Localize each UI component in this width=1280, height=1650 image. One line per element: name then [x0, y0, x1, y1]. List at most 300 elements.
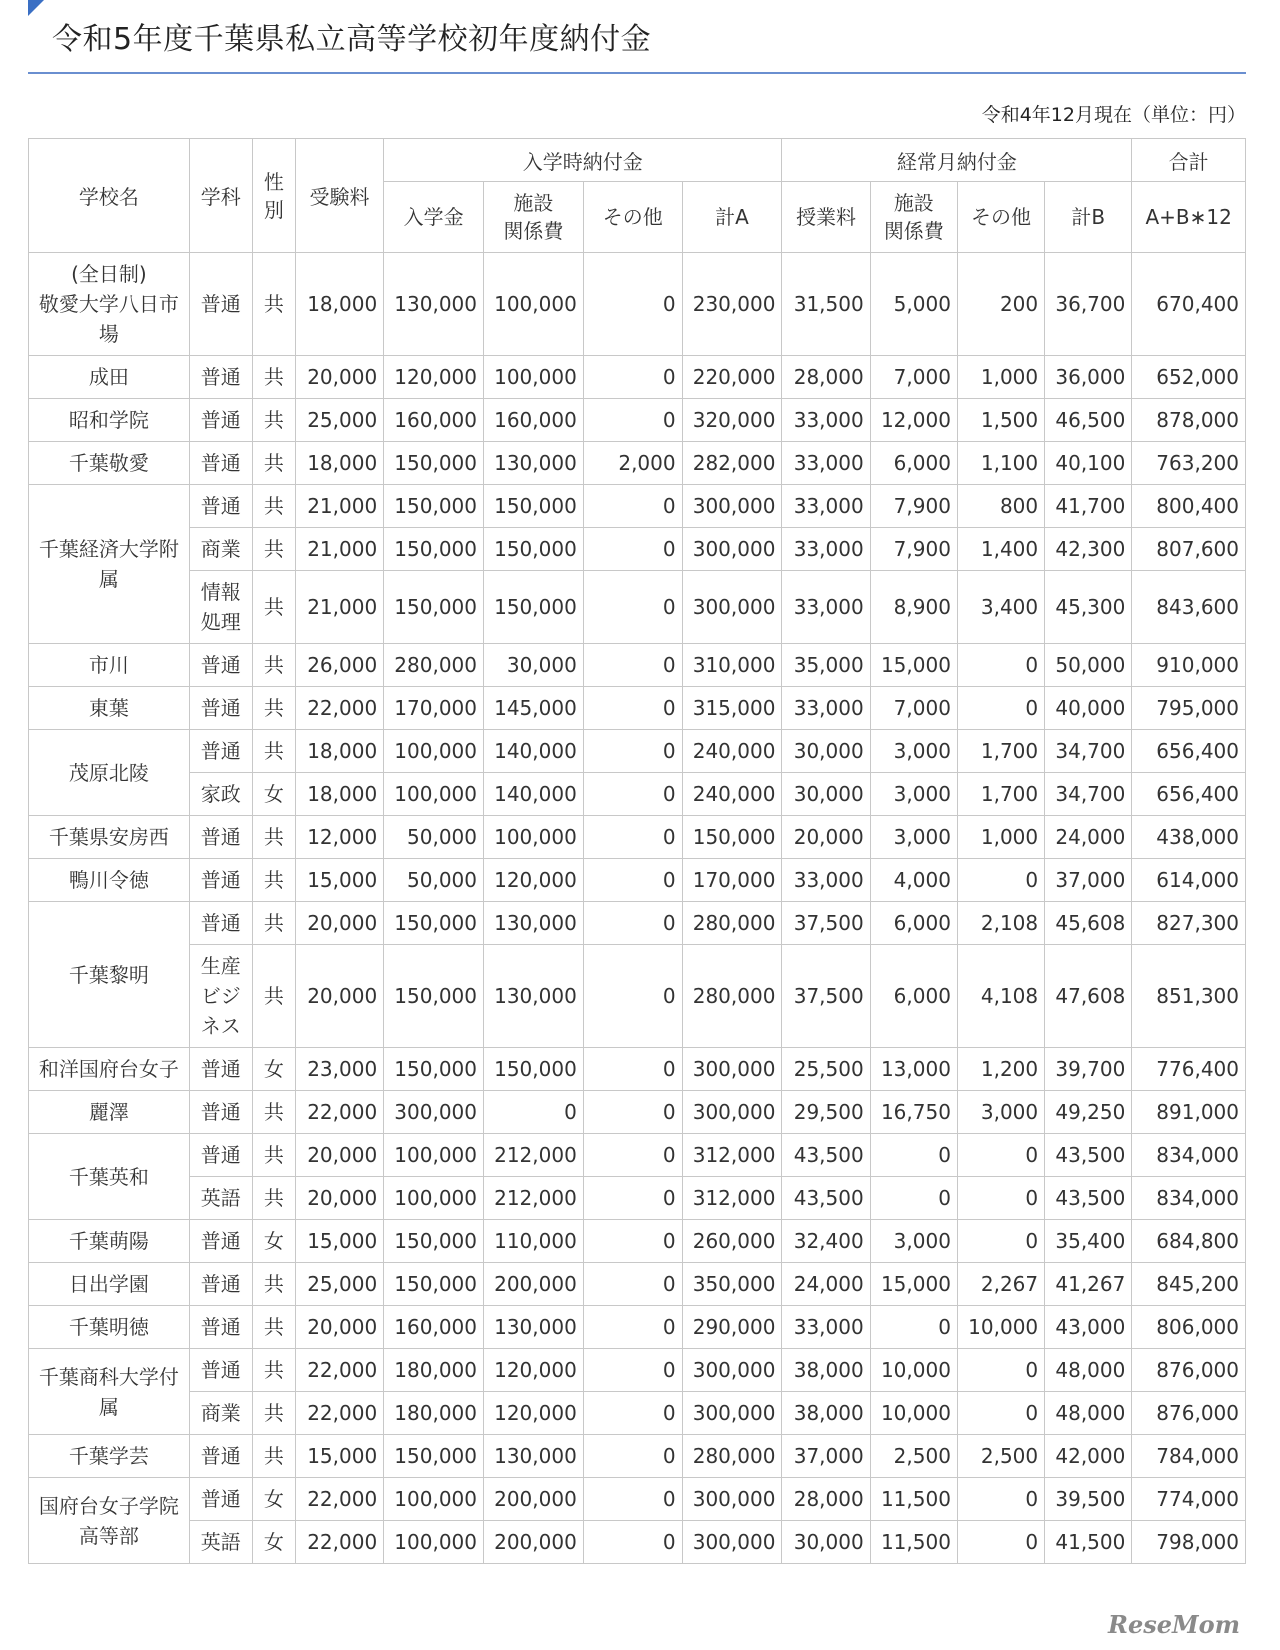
cell-grand: 851,300	[1132, 945, 1246, 1048]
cell-oth-a: 0	[583, 1263, 682, 1306]
cell-oth-b: 200	[957, 253, 1044, 356]
cell-tot-a: 230,000	[682, 253, 782, 356]
cell-exam: 21,000	[295, 528, 383, 571]
table-row	[29, 773, 1246, 816]
cell-grand: 774,000	[1132, 1478, 1246, 1521]
cell-fac-b: 10,000	[870, 1349, 957, 1392]
cell-exam: 22,000	[295, 1521, 383, 1564]
cell-fac-b: 6,000	[870, 902, 957, 945]
cell-course: 生産 ビジ ネス	[189, 945, 252, 1048]
cell-course: 情報 処理	[189, 571, 252, 644]
cell-fac-b: 15,000	[870, 644, 957, 687]
cell-gender: 女	[252, 1478, 295, 1521]
cell-gender: 共	[252, 356, 295, 399]
cell-fac-a: 150,000	[484, 571, 584, 644]
cell-fac-b: 10,000	[870, 1392, 957, 1435]
header-course	[189, 139, 252, 253]
as-of-note: 令和4年12月現在（単位：円）	[981, 104, 1246, 126]
cell-gender: 女	[252, 1521, 295, 1564]
cell-tuition: 33,000	[782, 442, 870, 485]
cell-fac-a: 200,000	[484, 1478, 584, 1521]
table-row	[29, 1263, 1246, 1306]
cell-fac-a: 212,000	[484, 1134, 584, 1177]
cell-exam: 18,000	[295, 773, 383, 816]
cell-tot-b: 35,400	[1045, 1220, 1132, 1263]
cell-grand: 652,000	[1132, 356, 1246, 399]
cell-tuition: 37,500	[782, 902, 870, 945]
fee-table	[28, 138, 1246, 1564]
title-divider	[28, 72, 1246, 74]
cell-oth-b: 3,400	[957, 571, 1044, 644]
cell-fac-a: 140,000	[484, 730, 584, 773]
cell-exam: 23,000	[295, 1048, 383, 1091]
cell-school: 国府台女子学院高等部	[29, 1478, 190, 1564]
cell-tot-a: 280,000	[682, 945, 782, 1048]
cell-fac-b: 16,750	[870, 1091, 957, 1134]
cell-fac-a: 30,000	[484, 644, 584, 687]
cell-grand: 684,800	[1132, 1220, 1246, 1263]
cell-tot-b: 39,500	[1045, 1478, 1132, 1521]
cell-tot-b: 41,700	[1045, 485, 1132, 528]
cell-course: 普通	[189, 1306, 252, 1349]
cell-oth-a: 0	[583, 399, 682, 442]
cell-fac-b: 8,900	[870, 571, 957, 644]
table-row	[29, 1134, 1246, 1177]
cell-grand: 834,000	[1132, 1177, 1246, 1220]
cell-school: 市川	[29, 644, 190, 687]
cell-fac-a: 130,000	[484, 902, 584, 945]
cell-course: 普通	[189, 399, 252, 442]
cell-tot-a: 350,000	[682, 1263, 782, 1306]
cell-oth-b: 1,500	[957, 399, 1044, 442]
cell-oth-b: 1,400	[957, 528, 1044, 571]
cell-tot-b: 41,267	[1045, 1263, 1132, 1306]
cell-tot-a: 260,000	[682, 1220, 782, 1263]
cell-school: (全日制) 敬愛大学八日市場	[29, 253, 190, 356]
cell-course: 英語	[189, 1521, 252, 1564]
cell-fac-a: 145,000	[484, 687, 584, 730]
cell-grand: 656,400	[1132, 730, 1246, 773]
cell-gender: 共	[252, 1306, 295, 1349]
cell-tot-a: 300,000	[682, 528, 782, 571]
table-row	[29, 945, 1246, 1048]
cell-course: 普通	[189, 1435, 252, 1478]
cell-gender: 共	[252, 1091, 295, 1134]
header-total-b: 計B	[1045, 182, 1132, 253]
cell-oth-a: 0	[583, 1177, 682, 1220]
cell-adm: 160,000	[384, 1306, 484, 1349]
cell-tot-b: 36,000	[1045, 356, 1132, 399]
cell-oth-b: 1,000	[957, 356, 1044, 399]
cell-school: 千葉経済大学附属	[29, 485, 190, 644]
cell-fac-a: 130,000	[484, 945, 584, 1048]
cell-adm: 100,000	[384, 1177, 484, 1220]
cell-tot-b: 48,000	[1045, 1349, 1132, 1392]
cell-fac-a: 160,000	[484, 399, 584, 442]
table-row	[29, 730, 1246, 773]
cell-gender: 共	[252, 902, 295, 945]
cell-tot-b: 49,250	[1045, 1091, 1132, 1134]
cell-grand: 845,200	[1132, 1263, 1246, 1306]
cell-course: 普通	[189, 730, 252, 773]
cell-tot-b: 48,000	[1045, 1392, 1132, 1435]
cell-tot-a: 300,000	[682, 485, 782, 528]
cell-adm: 280,000	[384, 644, 484, 687]
cell-fac-a: 150,000	[484, 1048, 584, 1091]
cell-fac-b: 12,000	[870, 399, 957, 442]
cell-tuition: 32,400	[782, 1220, 870, 1263]
cell-adm: 120,000	[384, 356, 484, 399]
cell-oth-b: 0	[957, 687, 1044, 730]
cell-tot-b: 43,000	[1045, 1306, 1132, 1349]
cell-course: 家政	[189, 773, 252, 816]
cell-course: 普通	[189, 1478, 252, 1521]
cell-oth-a: 0	[583, 485, 682, 528]
cell-gender: 共	[252, 253, 295, 356]
cell-grand: 798,000	[1132, 1521, 1246, 1564]
cell-oth-b: 0	[957, 1177, 1044, 1220]
cell-oth-a: 0	[583, 1435, 682, 1478]
header-group-monthly: 経常月納付金	[782, 139, 1132, 182]
cell-school: 千葉県安房西	[29, 816, 190, 859]
cell-course: 普通	[189, 1263, 252, 1306]
cell-school: 千葉英和	[29, 1134, 190, 1220]
cell-course: 普通	[189, 1091, 252, 1134]
cell-grand: 878,000	[1132, 399, 1246, 442]
cell-fac-a: 100,000	[484, 816, 584, 859]
cell-adm: 150,000	[384, 1435, 484, 1478]
cell-oth-a: 2,000	[583, 442, 682, 485]
cell-tot-b: 39,700	[1045, 1048, 1132, 1091]
header-admission-fee: 入学金	[384, 182, 484, 253]
cell-tuition: 30,000	[782, 1521, 870, 1564]
cell-gender: 共	[252, 399, 295, 442]
cell-exam: 20,000	[295, 945, 383, 1048]
cell-grand: 834,000	[1132, 1134, 1246, 1177]
cell-gender: 共	[252, 528, 295, 571]
cell-tuition: 37,500	[782, 945, 870, 1048]
cell-course: 普通	[189, 859, 252, 902]
table-row	[29, 1048, 1246, 1091]
cell-course: 英語	[189, 1177, 252, 1220]
cell-course: 普通	[189, 902, 252, 945]
cell-tuition: 30,000	[782, 730, 870, 773]
cell-grand: 776,400	[1132, 1048, 1246, 1091]
cell-tot-b: 45,300	[1045, 571, 1132, 644]
cell-fac-b: 2,500	[870, 1435, 957, 1478]
cell-fac-a: 100,000	[484, 253, 584, 356]
cell-tuition: 29,500	[782, 1091, 870, 1134]
cell-gender: 女	[252, 1048, 295, 1091]
cell-adm: 150,000	[384, 571, 484, 644]
cell-tot-a: 300,000	[682, 1349, 782, 1392]
cell-gender: 共	[252, 859, 295, 902]
cell-gender: 共	[252, 945, 295, 1048]
cell-tot-b: 50,000	[1045, 644, 1132, 687]
cell-course: 普通	[189, 644, 252, 687]
cell-oth-a: 0	[583, 1478, 682, 1521]
cell-adm: 150,000	[384, 442, 484, 485]
cell-grand: 784,000	[1132, 1435, 1246, 1478]
cell-oth-a: 0	[583, 1220, 682, 1263]
cell-oth-a: 0	[583, 1349, 682, 1392]
cell-fac-b: 0	[870, 1177, 957, 1220]
cell-fac-b: 6,000	[870, 442, 957, 485]
cell-oth-b: 3,000	[957, 1091, 1044, 1134]
table-row	[29, 816, 1246, 859]
cell-tuition: 31,500	[782, 253, 870, 356]
table-row	[29, 1349, 1246, 1392]
cell-tot-a: 150,000	[682, 816, 782, 859]
cell-oth-a: 0	[583, 945, 682, 1048]
cell-gender: 共	[252, 1435, 295, 1478]
cell-grand: 876,000	[1132, 1392, 1246, 1435]
cell-oth-b: 1,700	[957, 773, 1044, 816]
cell-tot-b: 36,700	[1045, 253, 1132, 356]
cell-adm: 150,000	[384, 1220, 484, 1263]
table-row	[29, 528, 1246, 571]
table-row	[29, 1392, 1246, 1435]
cell-fac-b: 15,000	[870, 1263, 957, 1306]
cell-tot-b: 46,500	[1045, 399, 1132, 442]
cell-gender: 共	[252, 1177, 295, 1220]
cell-tot-a: 240,000	[682, 730, 782, 773]
header-total-a: 計A	[682, 182, 782, 253]
header-gender: 性 別	[252, 139, 295, 253]
cell-school: 鴨川令徳	[29, 859, 190, 902]
cell-tot-a: 280,000	[682, 1435, 782, 1478]
cell-tuition: 28,000	[782, 1478, 870, 1521]
cell-gender: 女	[252, 1220, 295, 1263]
cell-course: 普通	[189, 1048, 252, 1091]
cell-tuition: 25,500	[782, 1048, 870, 1091]
cell-course: 普通	[189, 253, 252, 356]
cell-fac-b: 0	[870, 1134, 957, 1177]
cell-gender: 共	[252, 816, 295, 859]
cell-tot-b: 40,100	[1045, 442, 1132, 485]
cell-oth-b: 0	[957, 1134, 1044, 1177]
cell-tot-a: 290,000	[682, 1306, 782, 1349]
cell-gender: 共	[252, 1392, 295, 1435]
header-group-total: 合計	[1132, 139, 1246, 182]
cell-tuition: 33,000	[782, 485, 870, 528]
cell-school: 千葉商科大学付属	[29, 1349, 190, 1435]
cell-tot-a: 282,000	[682, 442, 782, 485]
header-tuition: 授業料	[782, 182, 870, 253]
table-row	[29, 485, 1246, 528]
cell-tuition: 33,000	[782, 528, 870, 571]
cell-tuition: 24,000	[782, 1263, 870, 1306]
cell-tot-b: 34,700	[1045, 773, 1132, 816]
cell-tot-a: 240,000	[682, 773, 782, 816]
cell-course: 普通	[189, 485, 252, 528]
cell-course: 普通	[189, 687, 252, 730]
cell-oth-a: 0	[583, 644, 682, 687]
header-facility-b: 施設 関係費	[870, 182, 957, 253]
cell-exam: 26,000	[295, 644, 383, 687]
cell-tuition: 33,000	[782, 399, 870, 442]
cell-exam: 18,000	[295, 730, 383, 773]
cell-adm: 160,000	[384, 399, 484, 442]
cell-fac-a: 110,000	[484, 1220, 584, 1263]
resemom-logo: ReseMom	[1108, 1610, 1240, 1639]
cell-tot-a: 170,000	[682, 859, 782, 902]
cell-fac-b: 3,000	[870, 816, 957, 859]
cell-tot-a: 280,000	[682, 902, 782, 945]
cell-tuition: 33,000	[782, 1306, 870, 1349]
cell-exam: 20,000	[295, 1177, 383, 1220]
cell-adm: 130,000	[384, 253, 484, 356]
cell-exam: 25,000	[295, 1263, 383, 1306]
table-row	[29, 1091, 1246, 1134]
cell-oth-a: 0	[583, 528, 682, 571]
header-exam-fee: 受験料	[295, 139, 383, 253]
cell-oth-a: 0	[583, 253, 682, 356]
cell-fac-b: 6,000	[870, 945, 957, 1048]
cell-fac-b: 3,000	[870, 1220, 957, 1263]
cell-oth-b: 800	[957, 485, 1044, 528]
cell-exam: 22,000	[295, 1392, 383, 1435]
cell-adm: 100,000	[384, 1478, 484, 1521]
cell-tot-a: 300,000	[682, 1392, 782, 1435]
cell-exam: 22,000	[295, 687, 383, 730]
cell-school: 麗澤	[29, 1091, 190, 1134]
cell-fac-a: 200,000	[484, 1263, 584, 1306]
cell-oth-a: 0	[583, 730, 682, 773]
cell-fac-a: 150,000	[484, 485, 584, 528]
cell-school: 成田	[29, 356, 190, 399]
cell-course: 普通	[189, 442, 252, 485]
cell-tot-b: 34,700	[1045, 730, 1132, 773]
cell-gender: 共	[252, 485, 295, 528]
cell-oth-b: 0	[957, 1521, 1044, 1564]
cell-tuition: 33,000	[782, 571, 870, 644]
cell-exam: 12,000	[295, 816, 383, 859]
cell-school: 千葉敬愛	[29, 442, 190, 485]
cell-fac-b: 4,000	[870, 859, 957, 902]
cell-adm: 180,000	[384, 1392, 484, 1435]
cell-grand: 795,000	[1132, 687, 1246, 730]
cell-tot-a: 300,000	[682, 1478, 782, 1521]
cell-tot-b: 43,500	[1045, 1134, 1132, 1177]
table-row	[29, 1220, 1246, 1263]
table-row	[29, 687, 1246, 730]
table-row	[29, 1521, 1246, 1564]
cell-exam: 15,000	[295, 1435, 383, 1478]
cell-adm: 150,000	[384, 902, 484, 945]
cell-grand: 891,000	[1132, 1091, 1246, 1134]
table-row	[29, 356, 1246, 399]
cell-oth-a: 0	[583, 816, 682, 859]
cell-oth-a: 0	[583, 773, 682, 816]
cell-fac-b: 7,900	[870, 485, 957, 528]
cell-tot-a: 300,000	[682, 1521, 782, 1564]
cell-tot-a: 310,000	[682, 644, 782, 687]
cell-exam: 15,000	[295, 859, 383, 902]
cell-adm: 150,000	[384, 945, 484, 1048]
cell-fac-a: 120,000	[484, 859, 584, 902]
cell-tuition: 33,000	[782, 687, 870, 730]
cell-adm: 150,000	[384, 485, 484, 528]
cell-exam: 18,000	[295, 253, 383, 356]
cell-tot-a: 315,000	[682, 687, 782, 730]
cell-tuition: 43,500	[782, 1134, 870, 1177]
cell-oth-b: 2,500	[957, 1435, 1044, 1478]
cell-grand: 438,000	[1132, 816, 1246, 859]
cell-course: 商業	[189, 1392, 252, 1435]
table-row	[29, 1478, 1246, 1521]
cell-fac-a: 120,000	[484, 1392, 584, 1435]
cell-grand: 763,200	[1132, 442, 1246, 485]
cell-adm: 150,000	[384, 1048, 484, 1091]
cell-grand: 614,000	[1132, 859, 1246, 902]
cell-fac-b: 13,000	[870, 1048, 957, 1091]
cell-exam: 15,000	[295, 1220, 383, 1263]
cell-tot-b: 40,000	[1045, 687, 1132, 730]
cell-oth-a: 0	[583, 1048, 682, 1091]
header-school: 学校名	[29, 139, 190, 253]
cell-grand: 656,400	[1132, 773, 1246, 816]
cell-school: 日出学園	[29, 1263, 190, 1306]
header-other-b: その他	[957, 182, 1044, 253]
cell-grand: 910,000	[1132, 644, 1246, 687]
cell-fac-b: 7,900	[870, 528, 957, 571]
cell-adm: 170,000	[384, 687, 484, 730]
cell-adm: 100,000	[384, 1134, 484, 1177]
cell-oth-a: 0	[583, 571, 682, 644]
cell-fac-b: 3,000	[870, 730, 957, 773]
cell-tuition: 35,000	[782, 644, 870, 687]
cell-oth-b: 0	[957, 859, 1044, 902]
cell-fac-b: 0	[870, 1306, 957, 1349]
cell-tuition: 33,000	[782, 859, 870, 902]
cell-tot-a: 320,000	[682, 399, 782, 442]
cell-exam: 20,000	[295, 902, 383, 945]
cell-oth-b: 2,267	[957, 1263, 1044, 1306]
cell-oth-b: 0	[957, 1220, 1044, 1263]
cell-tot-a: 312,000	[682, 1177, 782, 1220]
table-row	[29, 571, 1246, 644]
page-title: 令和5年度千葉県私立高等学校初年度納付金	[52, 22, 652, 57]
cell-oth-b: 4,108	[957, 945, 1044, 1048]
cell-adm: 100,000	[384, 1521, 484, 1564]
cell-tuition: 20,000	[782, 816, 870, 859]
cell-fac-a: 130,000	[484, 1435, 584, 1478]
cell-grand: 806,000	[1132, 1306, 1246, 1349]
header-grand-total: A+B∗12	[1132, 182, 1246, 253]
header-facility-a: 施設 関係費	[484, 182, 584, 253]
cell-tot-a: 300,000	[682, 1091, 782, 1134]
cell-oth-b: 1,700	[957, 730, 1044, 773]
cell-grand: 807,600	[1132, 528, 1246, 571]
cell-adm: 100,000	[384, 730, 484, 773]
cell-exam: 21,000	[295, 485, 383, 528]
cell-adm: 180,000	[384, 1349, 484, 1392]
cell-oth-a: 0	[583, 1091, 682, 1134]
table-row	[29, 859, 1246, 902]
cell-oth-a: 0	[583, 1134, 682, 1177]
cell-tot-b: 37,000	[1045, 859, 1132, 902]
cell-adm: 150,000	[384, 1263, 484, 1306]
cell-oth-b: 0	[957, 644, 1044, 687]
cell-exam: 22,000	[295, 1478, 383, 1521]
cell-gender: 共	[252, 442, 295, 485]
cell-school: 千葉学芸	[29, 1435, 190, 1478]
cell-gender: 共	[252, 1134, 295, 1177]
cell-exam: 22,000	[295, 1091, 383, 1134]
cell-tuition: 28,000	[782, 356, 870, 399]
cell-school: 千葉萌陽	[29, 1220, 190, 1263]
